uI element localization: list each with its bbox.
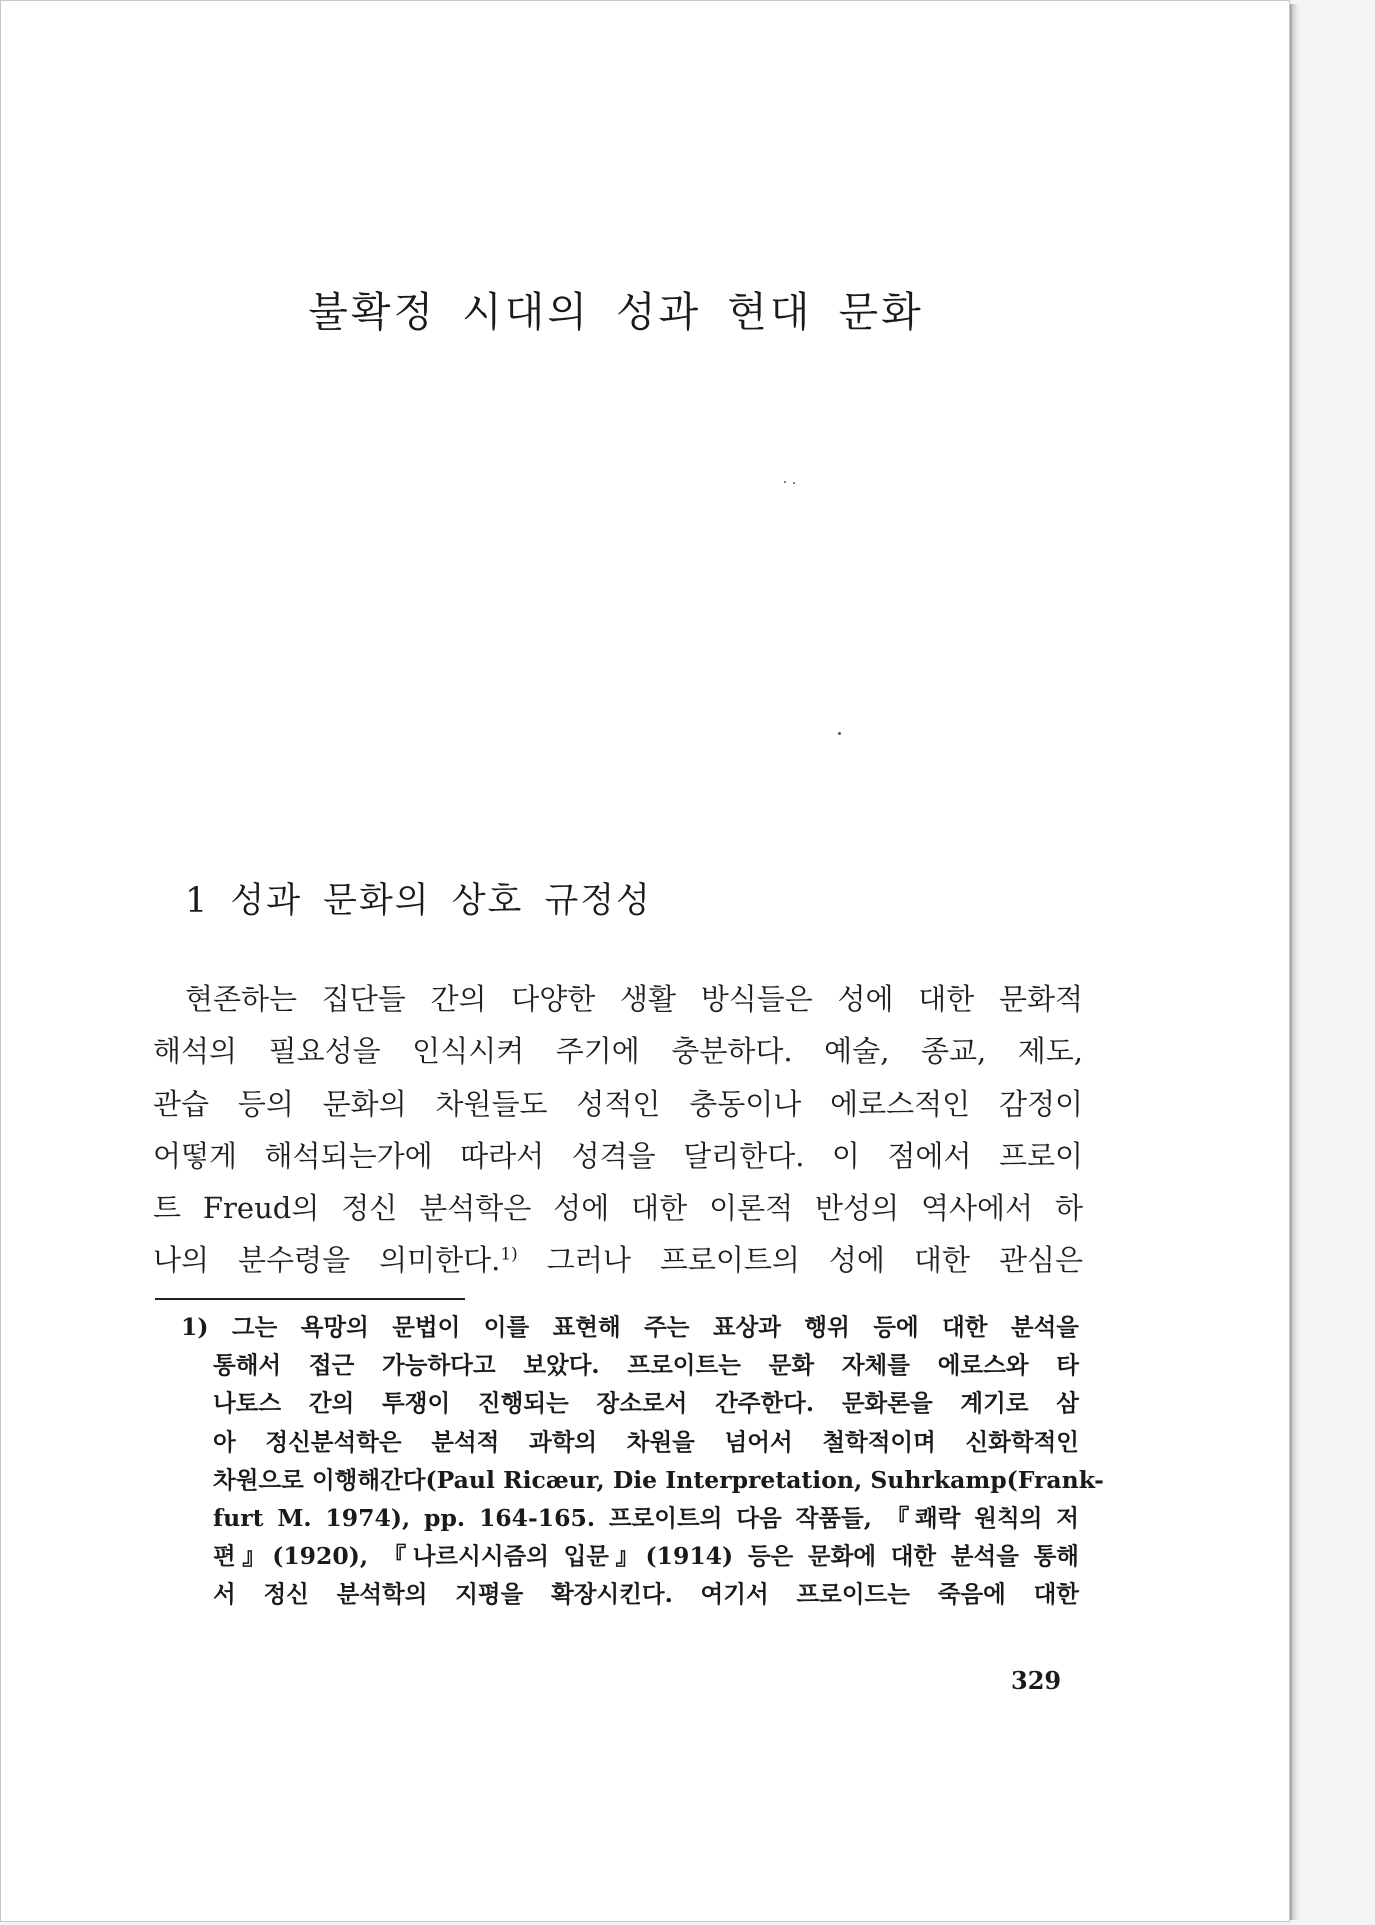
body-line: 현존하는 집단들 간의 다양한 생활 방식들은 성에 대한 문화적 <box>185 982 1083 1016</box>
footnote-block <box>181 1308 1104 1614</box>
footnote-line: 아 정신분석학은 분석적 과학의 차원을 넘어서 철학적이며 신화학적인 <box>213 1427 1079 1456</box>
chapter-title: 불확정 시대의 성과 현대 문화 <box>308 288 924 336</box>
footnote-line: 통해서 접근 가능하다고 보았다. 프로이트는 문화 자체를 에로스와 타 <box>213 1351 1079 1380</box>
scan-speck <box>784 481 786 483</box>
page-number: 329 <box>1011 1666 1062 1695</box>
footnote-line: 편』(1920), 『나르시시즘의 입문』(1914) 등은 문화에 대한 분석을 통해 <box>213 1542 1079 1571</box>
section-heading: 1 성과 문화의 상호 규정성 <box>185 881 652 921</box>
footnote-separator <box>155 1298 465 1300</box>
footnote-line: furt M. 1974), pp. 164-165. 프로이트의 다음 작품들, 『쾌락 원칙의 저 <box>213 1503 1079 1532</box>
body-line: 트 Freud의 정신 분석학은 성에 대한 이론적 반성의 역사에서 하 <box>153 1191 1083 1226</box>
body-line-text: 나의 분수령을 의미한다. <box>153 1243 501 1278</box>
footnote-line: 나토스 간의 투쟁이 진행되는 장소로서 간주한다. 문화론을 계기로 삼 <box>213 1389 1079 1418</box>
footnote-line: 1) 그는 욕망의 문법이 이를 표현해 주는 표상과 행위 등에 대한 분석을 <box>181 1313 1079 1341</box>
body-line: 해석의 필요성을 인식시켜 주기에 충분하다. 예술, 종교, 제도, <box>153 1034 1083 1069</box>
scan-speck <box>838 732 841 735</box>
footnote-reference: 1) <box>500 1244 518 1265</box>
scan-speck <box>793 482 795 484</box>
body-line-tail: 그러나 프로이트의 성에 대한 관심은 <box>517 1243 1083 1278</box>
body-paragraph <box>153 973 1083 1287</box>
body-line: 관습 등의 문화의 차원들도 성적인 충동이나 에로스적인 감정이 <box>153 1086 1083 1121</box>
footnote-line: 차원으로 이행해간다(Paul Ricæur, Die Interpretation, Suhrkamp(Frank- <box>213 1465 1104 1494</box>
body-line-last <box>153 1234 1083 1286</box>
body-line: 어떻게 해석되는가에 따라서 성격을 달리한다. 이 점에서 프로이 <box>153 1138 1083 1173</box>
footnote-line: 서 정신 분석학의 지평을 확장시킨다. 여기서 프로이드는 죽음에 대한 <box>213 1580 1079 1609</box>
page-edge-shadow <box>1290 4 1302 1920</box>
